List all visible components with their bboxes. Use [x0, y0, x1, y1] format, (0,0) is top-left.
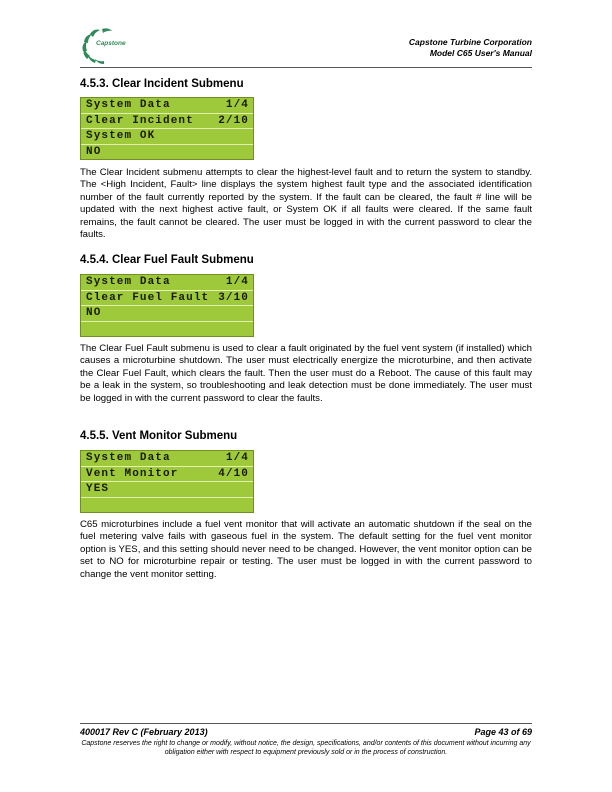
section-heading-vent-monitor: 4.5.5. Vent Monitor Submenu: [80, 430, 238, 442]
page-number: Page 43 of 69: [474, 727, 532, 737]
document-header: [409, 37, 532, 59]
lcd-row: [81, 498, 253, 513]
manual-title: Model C65 User's Manual: [429, 48, 532, 58]
paragraph-clear-fuel-fault: The Clear Fuel Fault submenu is used to clear a fault originated by the fuel vent system (if installed) which causes a microturbine shutdown. The user must electrically energize the microturbine, and then activate the Clear Fuel Fault, which clears the fault. Then the user must do a Reboot. The cause of this fault may be a leak in the system, so troubleshooting and leak detection must be done immediately. The user must be logged in with the current password to clear the faults.: [80, 343, 532, 404]
lcd-row: System Data 1/4: [81, 451, 253, 467]
section-heading-clear-fuel-fault: 4.5.4. Clear Fuel Fault Submenu: [80, 254, 254, 266]
lcd-row: Vent Monitor 4/10: [81, 467, 253, 483]
footer-divider: [80, 723, 532, 724]
logo-text: Capstone: [96, 40, 126, 47]
lcd-row: Clear Fuel Fault 3/10: [81, 291, 253, 307]
lcd-display-clear-incident: [80, 97, 254, 160]
paragraph-clear-incident: The Clear Incident submenu attempts to clear the highest-level fault and to return the system to standby. The <High Incident, Fault> line displays the system highest fault type and the associated identification number of the fault currently reported by the system. If the fault can be cleared, the fault # line will be updated with the next highest active fault, or System OK if all faults were cleared. If the same fault remains, the fault cannot be cleared. The user must be logged in with the current password to clear the faults.: [80, 167, 532, 241]
paragraph-vent-monitor: C65 microturbines include a fuel vent monitor that will activate an automatic shutdown if the seal on the fuel metering valve fails with gaseous fuel in the system. The default setting for the fuel vent monitor option is YES, and this setting should never need to be changed. However, the vent monitor option can be set to NO for microturbine repair or testing. The user must be logged in with the current password to change the vent monitor setting.: [80, 519, 532, 580]
lcd-row: YES: [81, 482, 253, 498]
lcd-row: System Data 1/4: [81, 98, 253, 114]
lcd-row: NO: [86, 145, 102, 158]
company-name: Capstone Turbine Corporation: [408, 37, 532, 47]
footer-disclaimer: Capstone reserves the right to change or modify, without notice, the design, specifications, and/or contents of this document without incurring any obligation either with respect to equipment previously sold or in the process of construction.: [81, 740, 531, 756]
lcd-row: Clear Incident 2/10: [81, 114, 253, 130]
lcd-row: System Data 1/4: [81, 275, 253, 291]
header-divider: [80, 67, 532, 68]
lcd-row: [81, 322, 253, 337]
section-heading-clear-incident: 4.5.3. Clear Incident Submenu: [80, 78, 244, 90]
lcd-display-vent-monitor: [80, 450, 254, 513]
document-revision: 400017 Rev C (February 2013): [80, 727, 208, 737]
lcd-row: System OK: [81, 129, 253, 145]
lcd-display-clear-fuel-fault: [80, 274, 254, 337]
lcd-row: NO: [81, 306, 253, 322]
